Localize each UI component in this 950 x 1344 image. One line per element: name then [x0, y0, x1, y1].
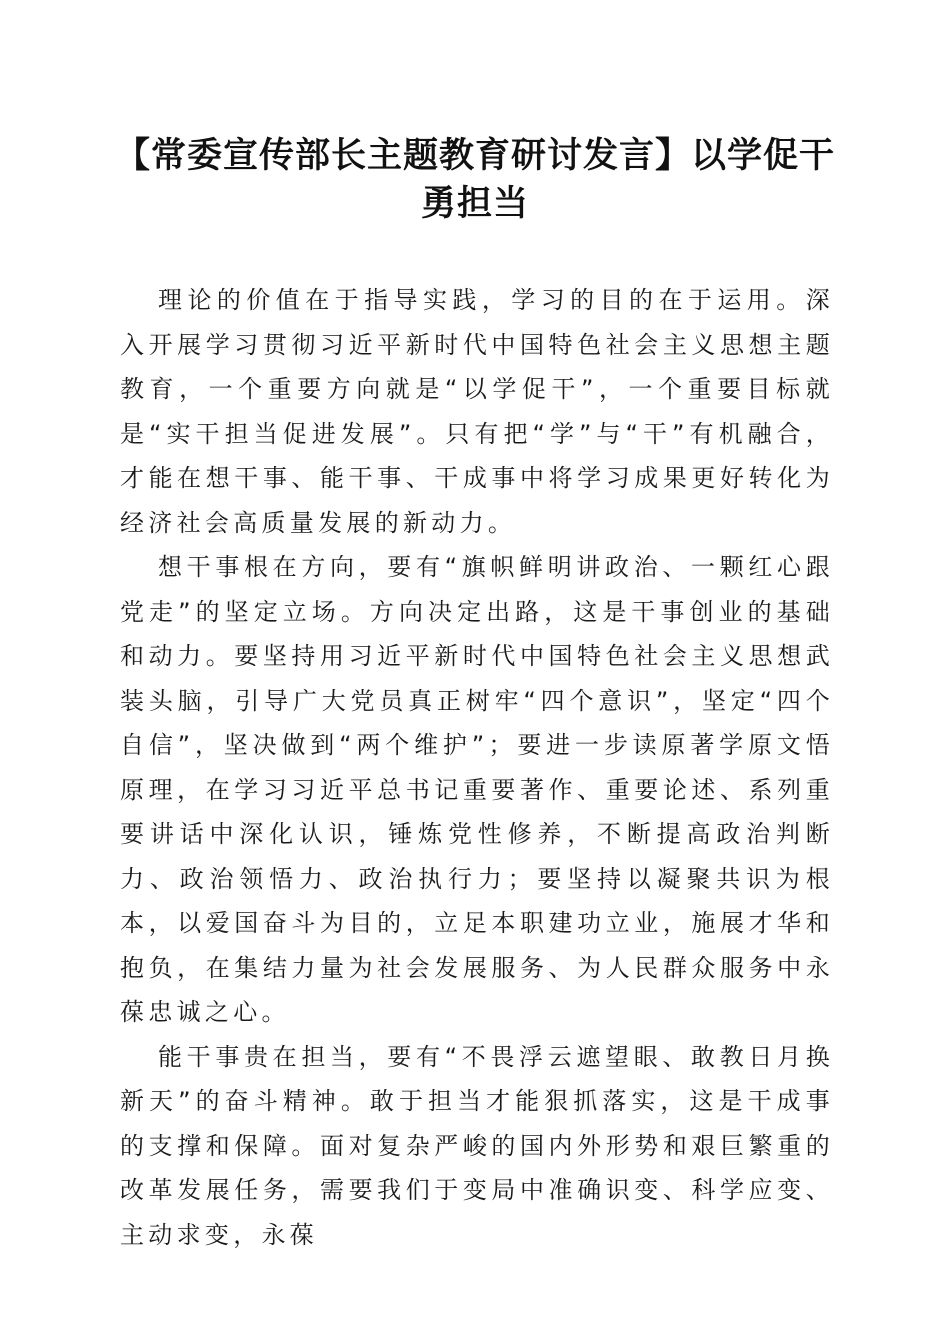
- paragraph-2: 想干事根在方向，要有“旗帜鲜明讲政治、一颗红心跟党走”的坚定立场。方向决定出路，这是干事创业的基础和动力。要坚持用习近平新时代中国特色社会主义思想武装头脑，引导广大党员真正树牢“四个意识”，坚定“四个自信”，坚决做到“两个维护”；要进一步读原著学原文悟原理，在学习习近平总书记重要著作、重要论述、系列重要讲话中深化认识，锤炼党性修养，不断提高政治判断力、政治领悟力、政治执行力；要坚持以凝聚共识为根本，以爱国奋斗为目的，立足本职建功立业，施展才华和抱负，在集结力量为社会发展服务、为人民群众服务中永葆忠诚之心。: [120, 553, 834, 1026]
- document-title: 【常委宣传部长主题教育研讨发言】以学促干勇担当: [114, 135, 835, 224]
- document-body: [120, 278, 834, 1257]
- paragraph-3: 能干事贵在担当，要有“不畏浮云遮望眼、敢教日月换新天”的奋斗精神。敢于担当才能狠抓落实，这是干成事的支撑和保障。面对复杂严峻的国内外形势和艰巨繁重的改革发展任务，需要我们于变局中准确识变、科学应变、主动求变，永葆: [120, 1042, 834, 1249]
- paragraph-1: 理论的价值在于指导实践，学习的目的在于运用。深入开展学习贯彻习近平新时代中国特色社会主义思想主题教育，一个重要方向就是“以学促干”，一个重要目标就是“实干担当促进发展”。只有把“学”与“干”有机融合，才能在想干事、能干事、干成事中将学习成果更好转化为经济社会高质量发展的新动力。: [120, 286, 834, 537]
